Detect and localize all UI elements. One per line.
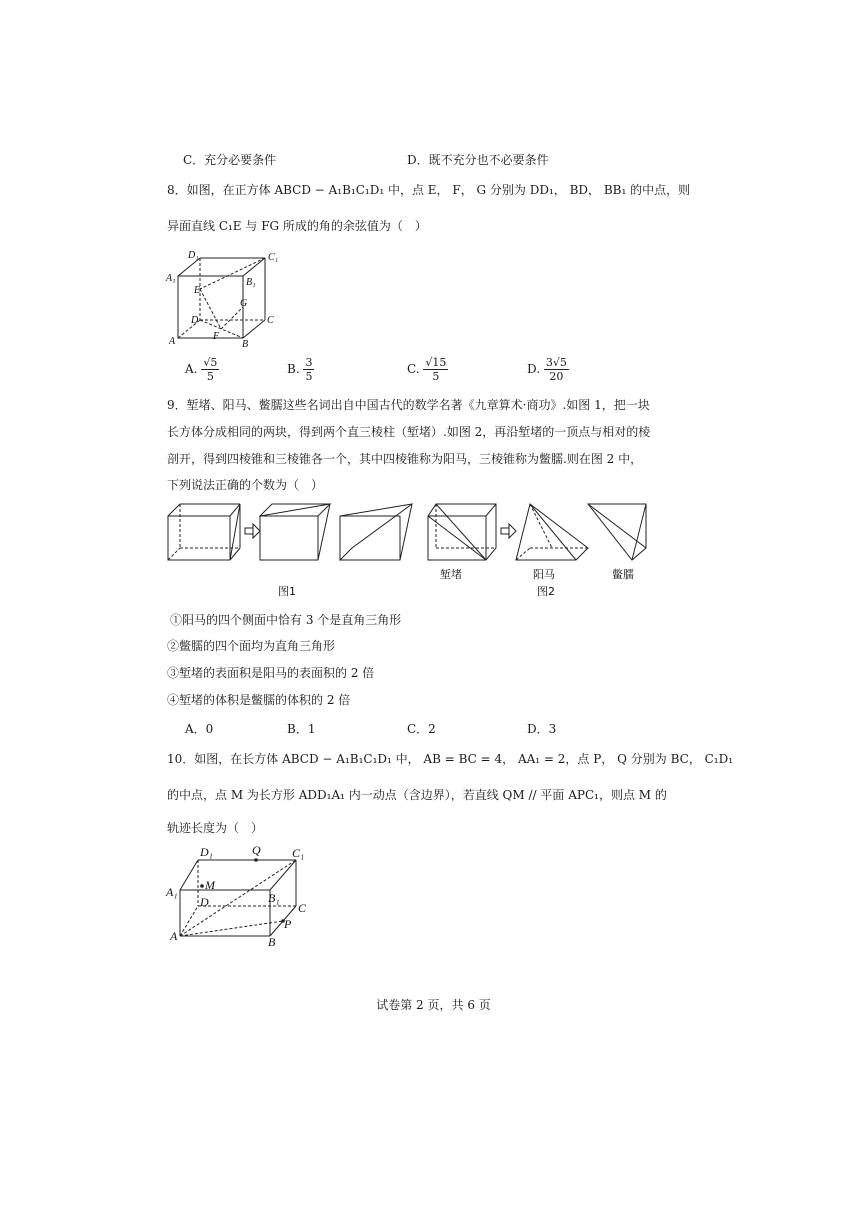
q10-label-a: A [170, 929, 178, 943]
q9-statement-1: ①阳马的四个侧面中恰有 3 个是直角三角形 [170, 613, 402, 627]
q9-fig1-prism-a [260, 504, 330, 560]
q10-label-c1: C₁ [292, 846, 305, 860]
q8-option-a: A. $\frac{√5}{5}$ [185, 356, 218, 383]
q8-option-c: C. $\frac{√15}{5}$ [407, 356, 447, 383]
q10-label-b: B [268, 935, 276, 949]
q9-text-line4: 下列说法正确的个数为（ ） [167, 478, 324, 492]
q7-option-c: C．充分必要条件 [183, 153, 277, 167]
q10-label-a1: A₁ [166, 885, 178, 899]
q9-arrow-1 [245, 524, 260, 538]
q8-label-e: E [194, 285, 201, 296]
q10-label-b1: B₁ [268, 891, 280, 905]
q8-label-d1: D₁ [188, 250, 199, 261]
q8-label-d: D [191, 315, 199, 326]
q10-text-line2: 的中点，点 M 为长方形 ADD₁A₁ 内一动点（含边界），若直线 QM // 平面 APC₁，则点 M 的 [167, 788, 667, 802]
q8-option-b-fraction: $\frac{3}{5}$ [305, 356, 313, 383]
q9-text-line2: 长方体分成相同的两块，得到两个直三棱柱（堑堵）.如图 2，再沿堑堵的一顶点与相对的棱 [167, 425, 651, 439]
q8-option-d-fraction: $\frac{3√5}{20}$ [545, 356, 567, 383]
q9-statement-4: ④堑堵的体积是鳖臑的体积的 2 倍 [167, 693, 351, 707]
q10-cuboid-figure [160, 840, 320, 950]
q9-arrow-2 [501, 524, 516, 538]
q8-label-c1: C₁ [268, 252, 279, 263]
q9-caption-fig1: 图1 [278, 585, 296, 598]
q9-option-a: A．0 [185, 722, 214, 736]
q8-text-line1: 8．如图，在正方体 ABCD − A₁B₁C₁D₁ 中，点 E， F， G 分别为 DD₁， BD， BB₁ 的中点，则 [167, 183, 691, 197]
q10-text-line3: 轨迹长度为（ ） [167, 821, 264, 835]
q8-option-a-fraction: $\frac{√5}{5}$ [203, 356, 218, 383]
q9-caption-yangma: 阳马 [533, 568, 555, 581]
q9-option-c: C．2 [407, 722, 436, 736]
q10-label-p: P [284, 917, 292, 931]
q9-fig2-qiandu [428, 504, 496, 560]
q9-figures [160, 500, 660, 600]
q8-label-b1: B₁ [246, 277, 256, 288]
q8-option-c-fraction: $\frac{√15}{5}$ [425, 356, 447, 383]
q10-text-line1: 10．如图，在长方体 ABCD − A₁B₁C₁D₁ 中， AB = BC = 4， AA₁ = 2，点 P， Q 分别为 BC， C₁D₁ [167, 752, 734, 766]
q10-label-d: D [200, 895, 209, 909]
q10-label-c: C [298, 901, 307, 915]
q9-fig1-box [168, 504, 240, 560]
q8-label-g: G [240, 298, 248, 309]
q10-label-q: Q [252, 843, 261, 857]
q8-label-b: B [242, 339, 249, 350]
q9-caption-bienao: 鳖臑 [612, 568, 634, 581]
q9-statement-2: ②鳖臑的四个面均为直角三角形 [167, 639, 336, 653]
q9-option-b: B．1 [287, 722, 316, 736]
q8-label-c: C [267, 315, 274, 326]
q7-option-d: D．既不充分也不必要条件 [407, 153, 549, 167]
q8-label-a1: A₁ [166, 273, 176, 284]
page-footer: 试卷第 2 页，共 6 页 [376, 998, 491, 1012]
q10-label-m: M [205, 878, 215, 892]
q9-statement-3: ③堑堵的表面积是阳马的表面积的 2 倍 [167, 666, 375, 680]
q8-text-line2: 异面直线 C₁E 与 FG 所成的角的余弦值为（ ） [167, 219, 427, 233]
q9-option-d: D．3 [527, 722, 557, 736]
q9-fig2-bienao [588, 504, 646, 560]
q9-caption-fig2: 图2 [537, 585, 555, 598]
q9-fig2-yangma [516, 504, 588, 560]
q9-text-line3: 剖开，得到四棱锥和三棱锥各一个，其中四棱锥称为阳马，三棱锥称为鳖臑.则在图 2 中， [167, 452, 643, 466]
q8-label-f: F [213, 331, 220, 342]
q9-fig1-prism-b [340, 504, 412, 560]
q8-option-b: B. $\frac{3}{5}$ [287, 356, 313, 383]
q9-caption-qiandu: 堑堵 [440, 568, 462, 581]
q8-option-d: D. $\frac{3√5}{20}$ [527, 356, 567, 383]
q8-cube-figure [160, 248, 290, 348]
q10-label-d1: D₁ [200, 845, 213, 859]
q9-text-line1: 9．堑堵、阳马、鳖臑这些名词出自中国古代的数学名著《九章算术·商功》.如图 1，把一块 [167, 398, 650, 412]
q8-label-a: A [169, 336, 176, 347]
